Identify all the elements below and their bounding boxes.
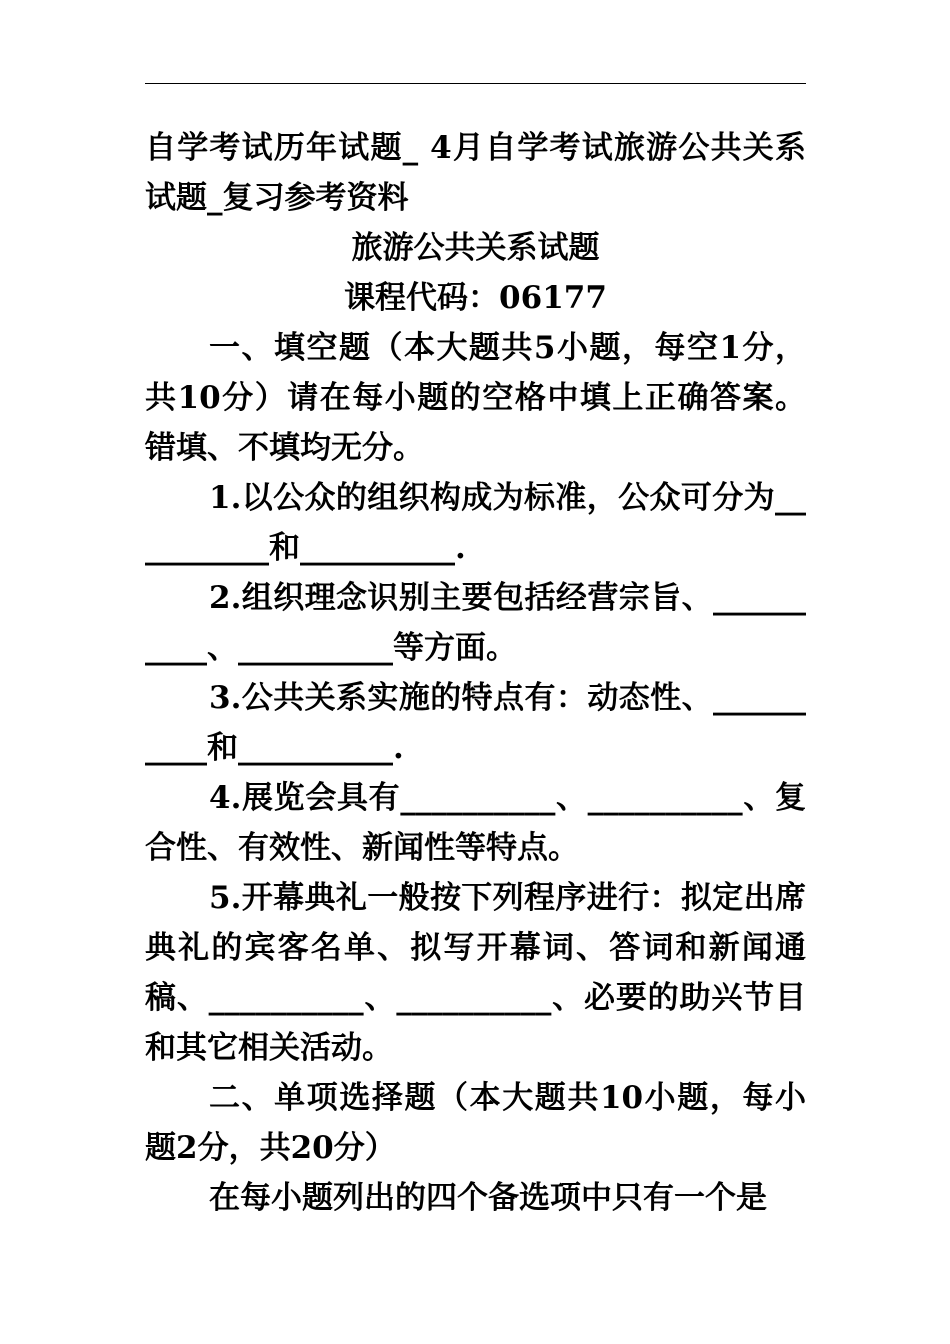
document-body — [145, 123, 806, 1223]
course-code: 课程代码：06177 — [344, 280, 607, 316]
exam-subtitle: 旅游公共关系试题 — [351, 230, 600, 266]
header-rule — [145, 83, 806, 84]
section-heading-single-choice: 二、单项选择题（本大题共10小题，每小题2分，共20分） — [145, 1080, 806, 1166]
question-item: 2.组织理念识别主要包括经营宗旨、__________、__________等方面。 — [145, 580, 806, 666]
question-item: 3.公共关系实施的特点有：动态性、__________和__________. — [145, 680, 806, 766]
question-item: 1.以公众的组织构成为标准，公众可分为__________和__________. — [145, 480, 806, 566]
document-title: 自学考试历年试题_ 4月自学考试旅游公共关系试题_复习参考资料 — [145, 130, 806, 216]
question-item: 4.展览会具有__________、__________、复合性、有效性、新闻性等特点。 — [145, 780, 806, 866]
question-item: 5.开幕典礼一般按下列程序进行：拟定出席典礼的宾客名单、拟写开幕词、答词和新闻通稿、__________、__________、必要的助兴节目和其它相关活动。 — [145, 880, 806, 1066]
section-instruction: 在每小题列出的四个备选项中只有一个是 — [209, 1180, 767, 1216]
section-heading-fill-in: 一、填空题（本大题共5小题，每空1分，共10分）请在每小题的空格中填上正确答案。错填、不填均无分。 — [145, 330, 806, 466]
